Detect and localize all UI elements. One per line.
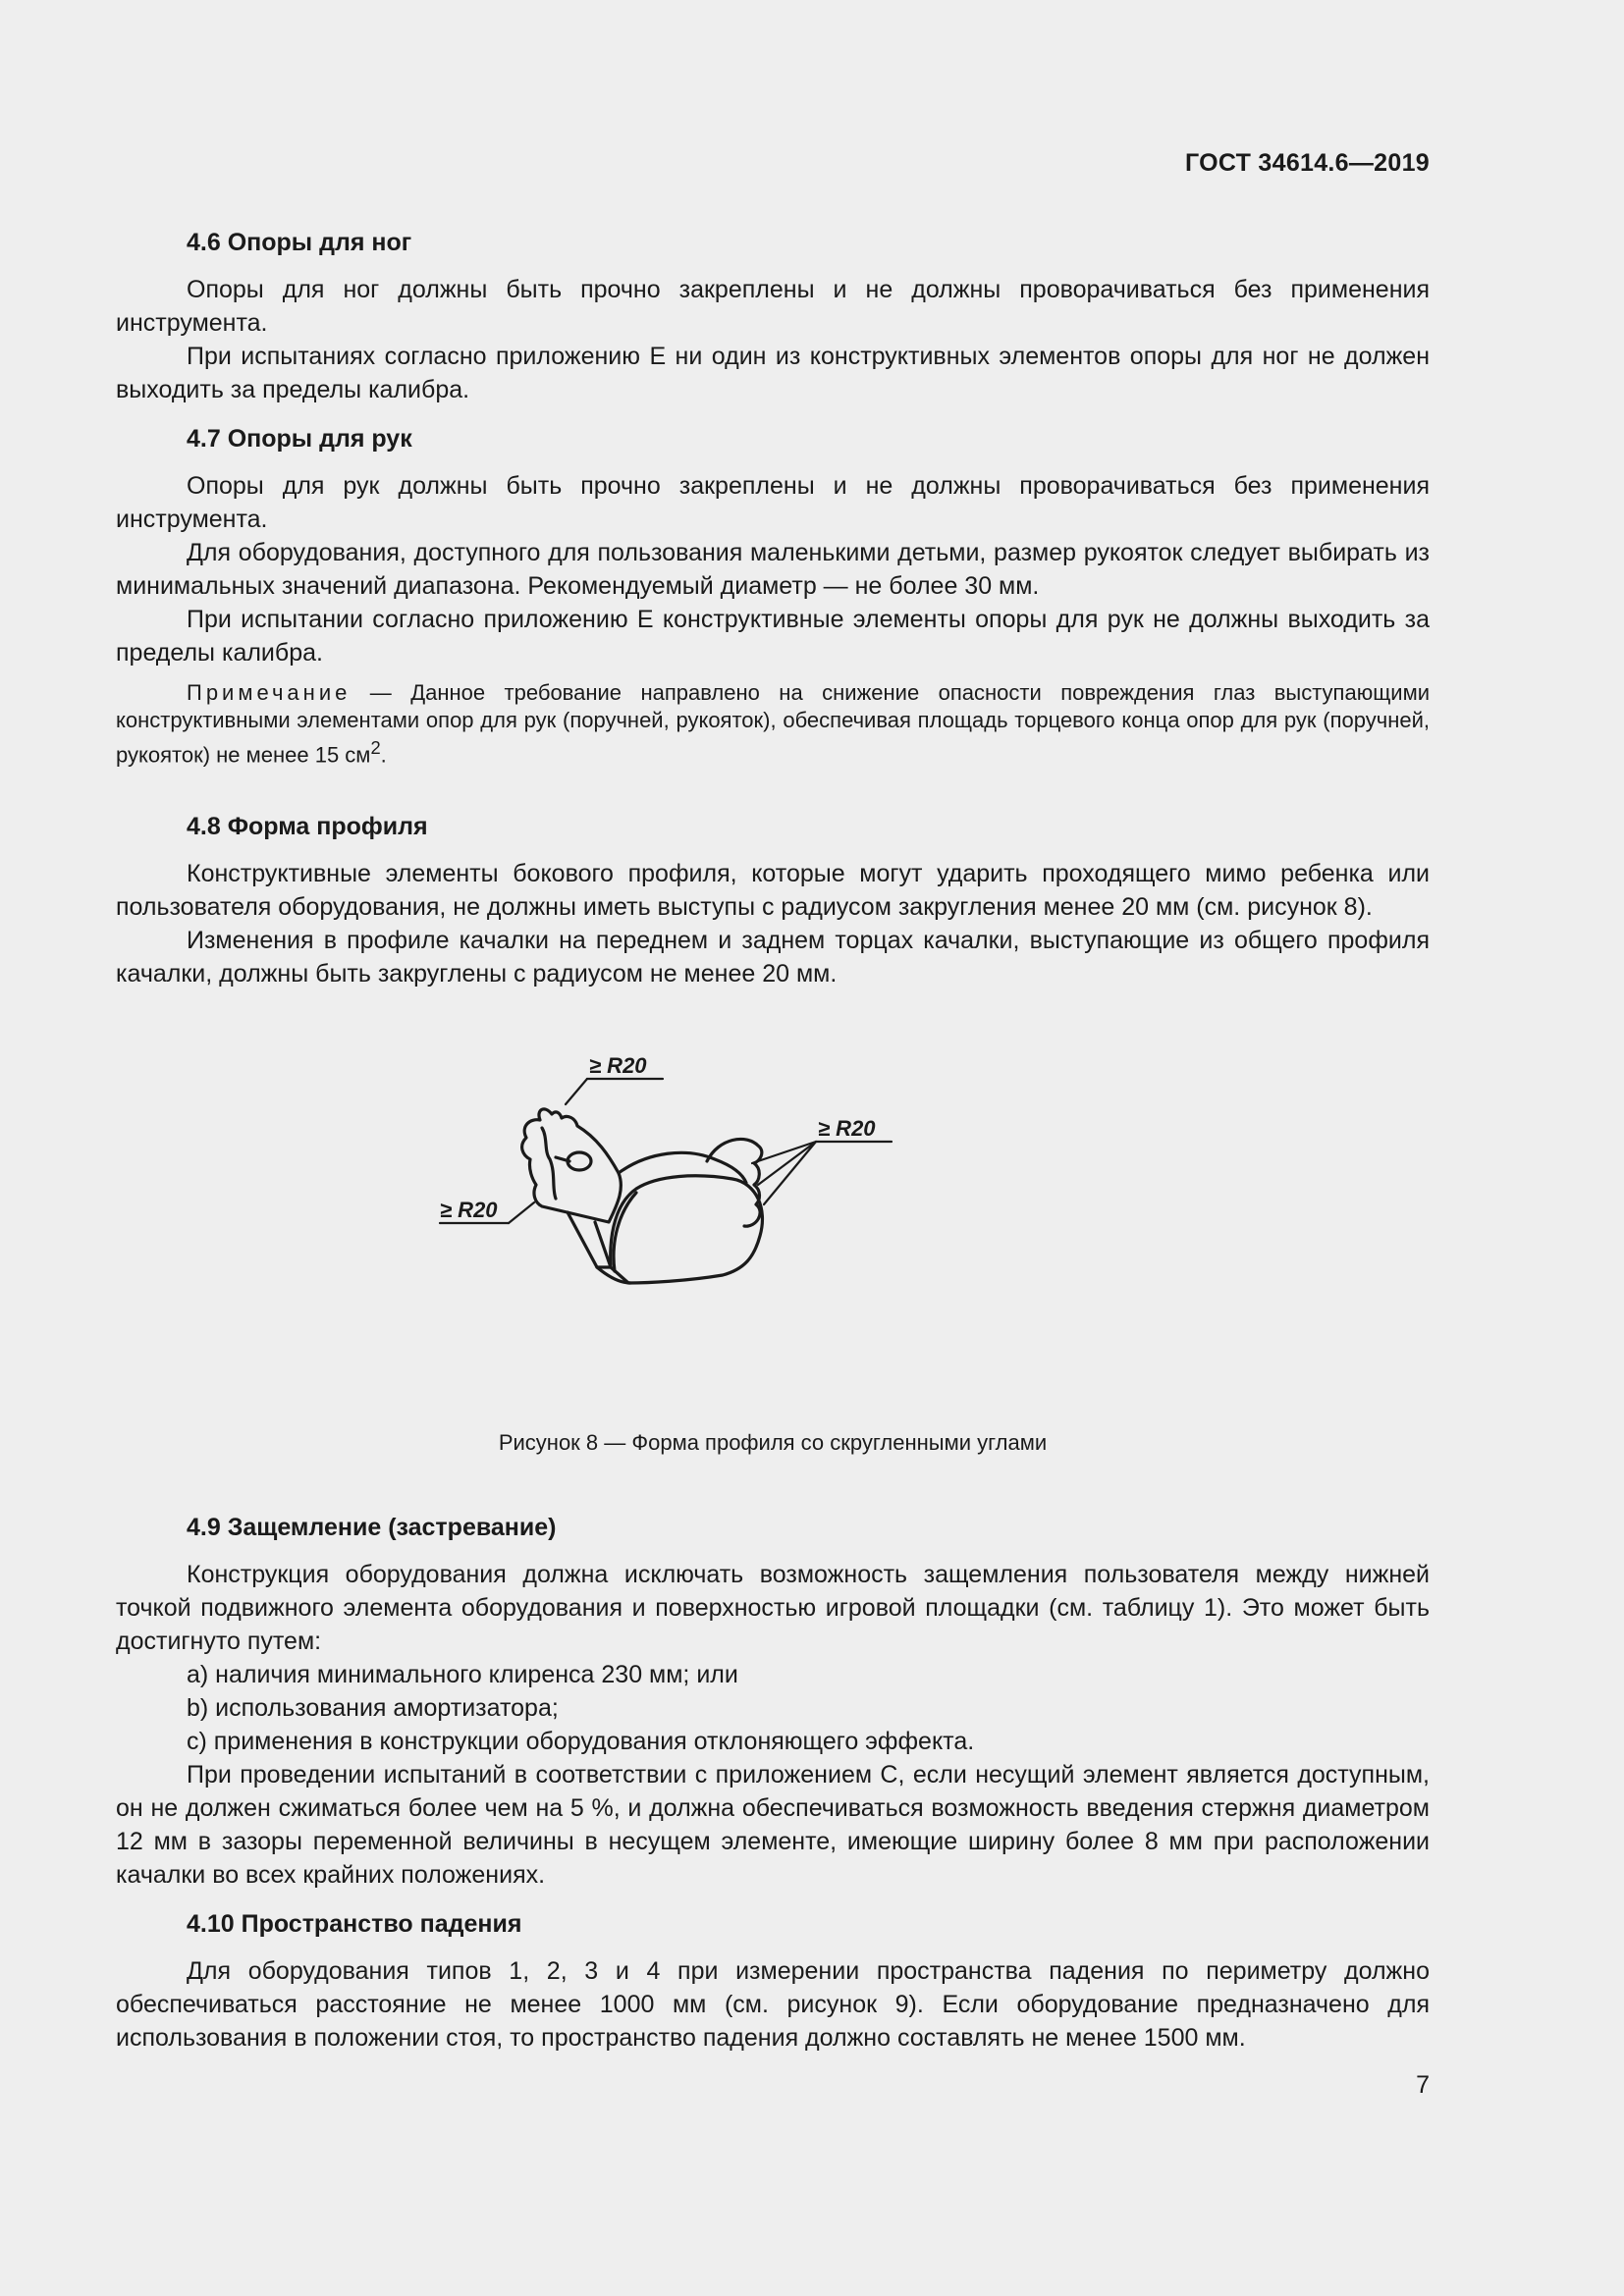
section-4-6-paragraph: Опоры для ног должны быть прочно закреплены и не должны проворачиваться без применения инструмента. [116, 276, 1430, 337]
list-item: b) использования амортизатора; [187, 1694, 559, 1723]
rocking-horse-profile-drawing [440, 1036, 1090, 1360]
page-content [116, 226, 1430, 2055]
page-number: 7 [1416, 2071, 1430, 2099]
section-4-9-paragraph: При проведении испытаний в соответствии с приложением С, если несущий элемент является доступным, он не должен сжиматься более чем на 5 %, и должна обеспечиваться возможность введения стержня диаметром 12 мм в зазоры переменной величины в несущем элементе, имеющие ширину более 8 мм при расположении качалки во всех крайних положениях. [116, 1761, 1430, 1890]
list-item: a) наличия минимального клиренса 230 мм; или [187, 1661, 738, 1689]
note-superscript: 2 [370, 737, 381, 758]
figure-caption: Рисунок 8 — Форма профиля со скругленными углами [498, 1430, 1048, 1456]
leader-line [509, 1202, 534, 1223]
leader-line [758, 1142, 816, 1185]
head-inner-line [542, 1128, 556, 1199]
note-label: Примечание [187, 680, 352, 705]
body-outline [611, 1176, 763, 1283]
section-4-8-paragraph: Изменения в профиле качалки на переднем и заднем торцах качалки, выступающие из общего профиля качалки, должны быть закруглены с радиусом не менее 20 мм. [116, 927, 1430, 988]
radius-label-left: ≥ R20 [440, 1198, 498, 1223]
section-4-9-paragraph: Конструкция оборудования должна исключать возможность защемления пользователя между нижней точкой подвижного элемента оборудования и поверхностью игровой площадки (см. таблицу 1). Это может быть достигнуто путем: [116, 1561, 1430, 1656]
radius-label-right: ≥ R20 [818, 1116, 876, 1142]
section-4-9-title: 4.9 Защемление (застревание) [187, 1514, 557, 1542]
section-4-6-title: 4.6 Опоры для ног [187, 229, 412, 256]
section-4-10-title: 4.10 Пространство падения [187, 1910, 522, 1939]
leader-line [566, 1079, 587, 1104]
head-outline [522, 1109, 622, 1222]
section-4-8-title: 4.8 Форма профиля [187, 813, 428, 841]
section-4-6-paragraph: При испытаниях согласно приложению Е ни один из конструктивных элементов опоры для ног не должен выходить за пределы калибра. [116, 343, 1430, 403]
note-text: — Данное требование направлено на снижение опасности повреждения глаз выступающими конструктивными элементами опор для рук (поручней, рукояток), обеспечивая площадь торцевого конца опор для рук (поручней, рукояток) не менее 15 см [116, 680, 1430, 768]
section-4-8-paragraph: Конструктивные элементы бокового профиля, которые могут ударить проходящего мимо ребенка или пользователя оборудования, не должны иметь выступы с радиусом закругления менее 20 мм (см. рисунок 8). [116, 860, 1430, 922]
figure-8 [116, 1036, 1430, 1428]
note [116, 679, 1430, 769]
section-4-7-paragraph: При испытании согласно приложению Е конструктивные элементы опоры для рук не должны выходить за пределы калибра. [116, 606, 1430, 667]
section-4-7-paragraph: Для оборудования, доступного для пользования маленькими детьми, размер рукояток следует выбирать из минимальных значений диапазона. Рекомендуемый диаметр — не более 30 мм. [116, 539, 1430, 600]
section-4-7-title: 4.7 Опоры для рук [187, 425, 412, 453]
section-4-10-paragraph: Для оборудования типов 1, 2, 3 и 4 при измерении пространства падения по периметру должно обеспечиваться расстояние не менее 1000 мм (см. рисунок 9). Если оборудование предназначено для использования в положении стоя, то пространство падения должно составлять не менее 1500 мм. [116, 1957, 1430, 2053]
tail [707, 1140, 762, 1227]
radius-label-top: ≥ R20 [589, 1053, 647, 1079]
note-end: . [380, 742, 387, 768]
section-4-7-paragraph: Опоры для рук должны быть прочно закреплены и не должны проворачиваться без применения инструмента. [116, 472, 1430, 533]
list-item: c) применения в конструкции оборудования отклоняющего эффекта. [187, 1728, 975, 1756]
standard-header: ГОСТ 34614.6—2019 [1184, 149, 1430, 177]
